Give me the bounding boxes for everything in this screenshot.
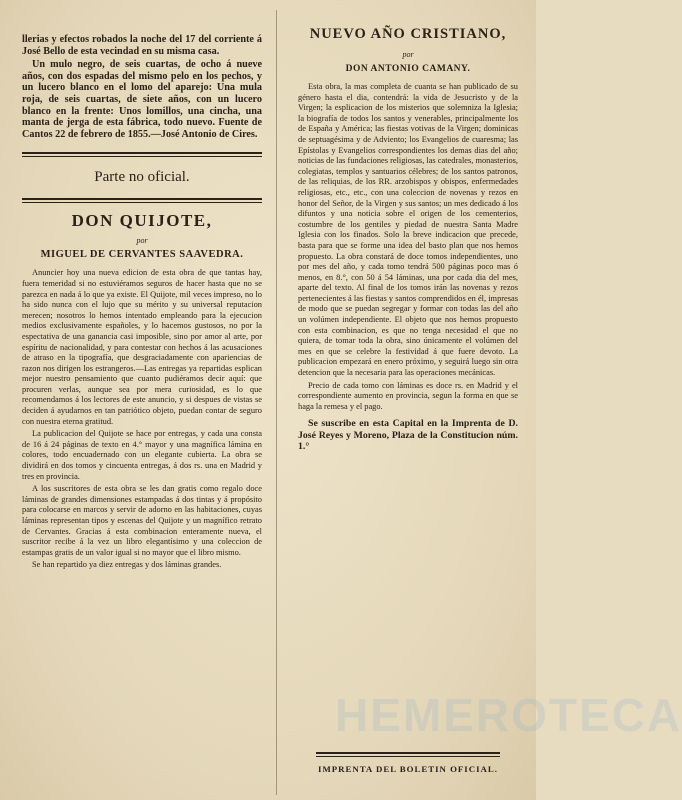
double-rule: [22, 152, 262, 157]
book-title-ano-cristiano: NUEVO AÑO CRISTIANO,: [309, 26, 507, 42]
quijote-paragraph: La publicacion del Quijote se hace por entregas, y cada una consta de 16 á 24 páginas de texto en 4.° mayor y una magnífica lámina en colores, todo encuadernado con un elegante cubierta. La obra se dividirá en dos tomos y cincuenta entregas, á dos rs. una en Madrid y tres en provincia.: [22, 429, 262, 481]
quijote-paragraph: A los suscritores de esta obra se les dan gratis como regalo doce láminas de grandes dimensiones estampadas á dos tintas y á propósito para colocarse en marcos y servir de adorno en las habitaciones, cuyas láminas representan tipos y escenas del Quijote y un magnífico retrato de Cervantes. Gracias á esta combinacion enteramente nueva, el suscritor recibe á la vez un libro elegantísimo y una coleccion de estampas gratis de un valor igual si no mayor que el libro mismo.: [22, 484, 262, 557]
ano-cristiano-paragraph: Esta obra, la mas completa de cuanta se han publicado de su género hasta el dia, contendrá: la vida de Jesucristo y de la Virgen; la esplicacion de los misterios que solemniza la Iglesia; la biografía de todos los santos y venerables, principalmente los de España y América; las fiestas votivas de la Virgen; dominicas de septuagésima y de Adviento; los Evangelios de cuaresma; las Epístolas y Evangelios correspondientes los demas dias del año; noticias de las fundaciones religiosas, las catedrales, monasterios, colegiatas, templos y santuarios célebres; de los santos patronos, de las reliquias, de los RR. arzobispos y obispos, enfermedades religiosas, etc., etc., con una coleccion de novenas y rezos en honor del Señor, de la Virgen y sus santos; un mes dedicado á los difuntos y una noticia sobre el origen de los cementerios, costumbre de los gentiles y piedad de nuestra Santa Madre Iglesia con los finados. Solo la breve indicacion que precede, basta para que se forme una idea del basto plan que nos hemos propuesto. La obra constará de doce tomos independientes, uno por mes del año, y cada tomo tendrá 500 páginas poco mas ó menos, en 8.°, con 50 á 54 láminas, una por cada dia del mes, aparte del texto. Al final de los tomos irán las novenas y rezos pertenecientes á las fiestas y santos comprendidos en él, impresas de modo que se puedan segregar y formar con todas las del año un volúmen independiente. El objeto que nos hemos propuesto con esta combinacion, es que no tenga necesidad el que no quiera, de tomar toda la obra, sino únicamente el volúmen del mes en que se celebre la festividad á que fuere devoto. La publicacion empezará en enero próximo, y seguirá luego sin otra detencion que la necesaria para las operaciones mecánicas.: [298, 82, 519, 378]
left-column: [22, 0, 262, 571]
column-divider: [276, 10, 277, 795]
por-label: por: [402, 50, 414, 59]
quijote-paragraph: Se han repartido ya diez entregas y dos láminas grandes.: [32, 560, 222, 570]
double-rule: [316, 752, 500, 757]
archive-watermark: HEMEROTECA: [335, 689, 682, 741]
double-rule: [22, 198, 262, 203]
quijote-paragraph: Anuncier hoy una nueva edicion de esta obra de que tantas hay, fuera temeridad si no estuviéramos seguros de hacer hasta que no se parezca en nada á lo que ya existe. El Quijote, mil veces impreso, no lo ha sido nunca con el lujo que su mérito y su universal reputacion merecen; nosotros lo hemos intentado empleando para la ejecucion medios exclusivamente españoles, y lo hacemos gustosos, no por la espectativa de una ganancia casi imposible, sino por amor al arte, por espíritu de nacionalidad, y para contestar con hechos á las acusaciones de atraso en la tipografía, que desgraciadamente con apariencias de razon nos dirigen los estrangeros.—Las entregas ya repartidas esplican mejor nuestro pensamiento que cuanto pudiéramos decir aquí: que procuren verlas, aunque sea por mera curiosidad, es lo que recomendamos á los lectores de este anuncio, y si despues de vistas se deciden á ayudarnos en tan patriótico objeto, puedan contar de seguro con nuestra eterna gratitud.: [22, 268, 262, 426]
book-title-quijote: DON QUIJOTE,: [71, 211, 213, 231]
price-paragraph: Precio de cada tomo con láminas es doce rs. en Madrid y el correspondiente aumento en provincia, segun la forma en que se haga la remesa y el pago.: [298, 380, 518, 411]
notice-stolen-animals: Un mulo negro, de seis cuartas, de ocho á nueve años, con dos espadas del mismo pelo en los pechos, y un lucero blanco en el lomo del aparejo: Una mula roja, de seis cuartas, de siete años, con un lucero blanco en la frente: Unos lomillos, una cincha, una manta de jerga de esta fábrica, todo nuevo. Fuente de Cantos 22 de febrero de 1855.—José Antonio de Cires.: [22, 59, 262, 140]
section-title: Parte no oficial.: [94, 169, 190, 186]
author-camany: DON ANTONIO CAMANY.: [345, 64, 471, 74]
author-cervantes: MIGUEL DE CERVANTES SAAVEDRA.: [40, 249, 244, 261]
printer-imprint: IMPRENTA DEL BOLETIN OFICIAL.: [318, 764, 498, 774]
notice-continued: llerias y efectos robados la noche del 17 del corriente á José Bello de esta vecindad en su misma casa.: [22, 34, 262, 57]
subscription-notice: Se suscribe en esta Capital en la Imprenta de D. José Reyes y Moreno, Plaza de la Constitucion núm. 1.°: [298, 418, 518, 453]
por-label: por: [136, 236, 148, 246]
